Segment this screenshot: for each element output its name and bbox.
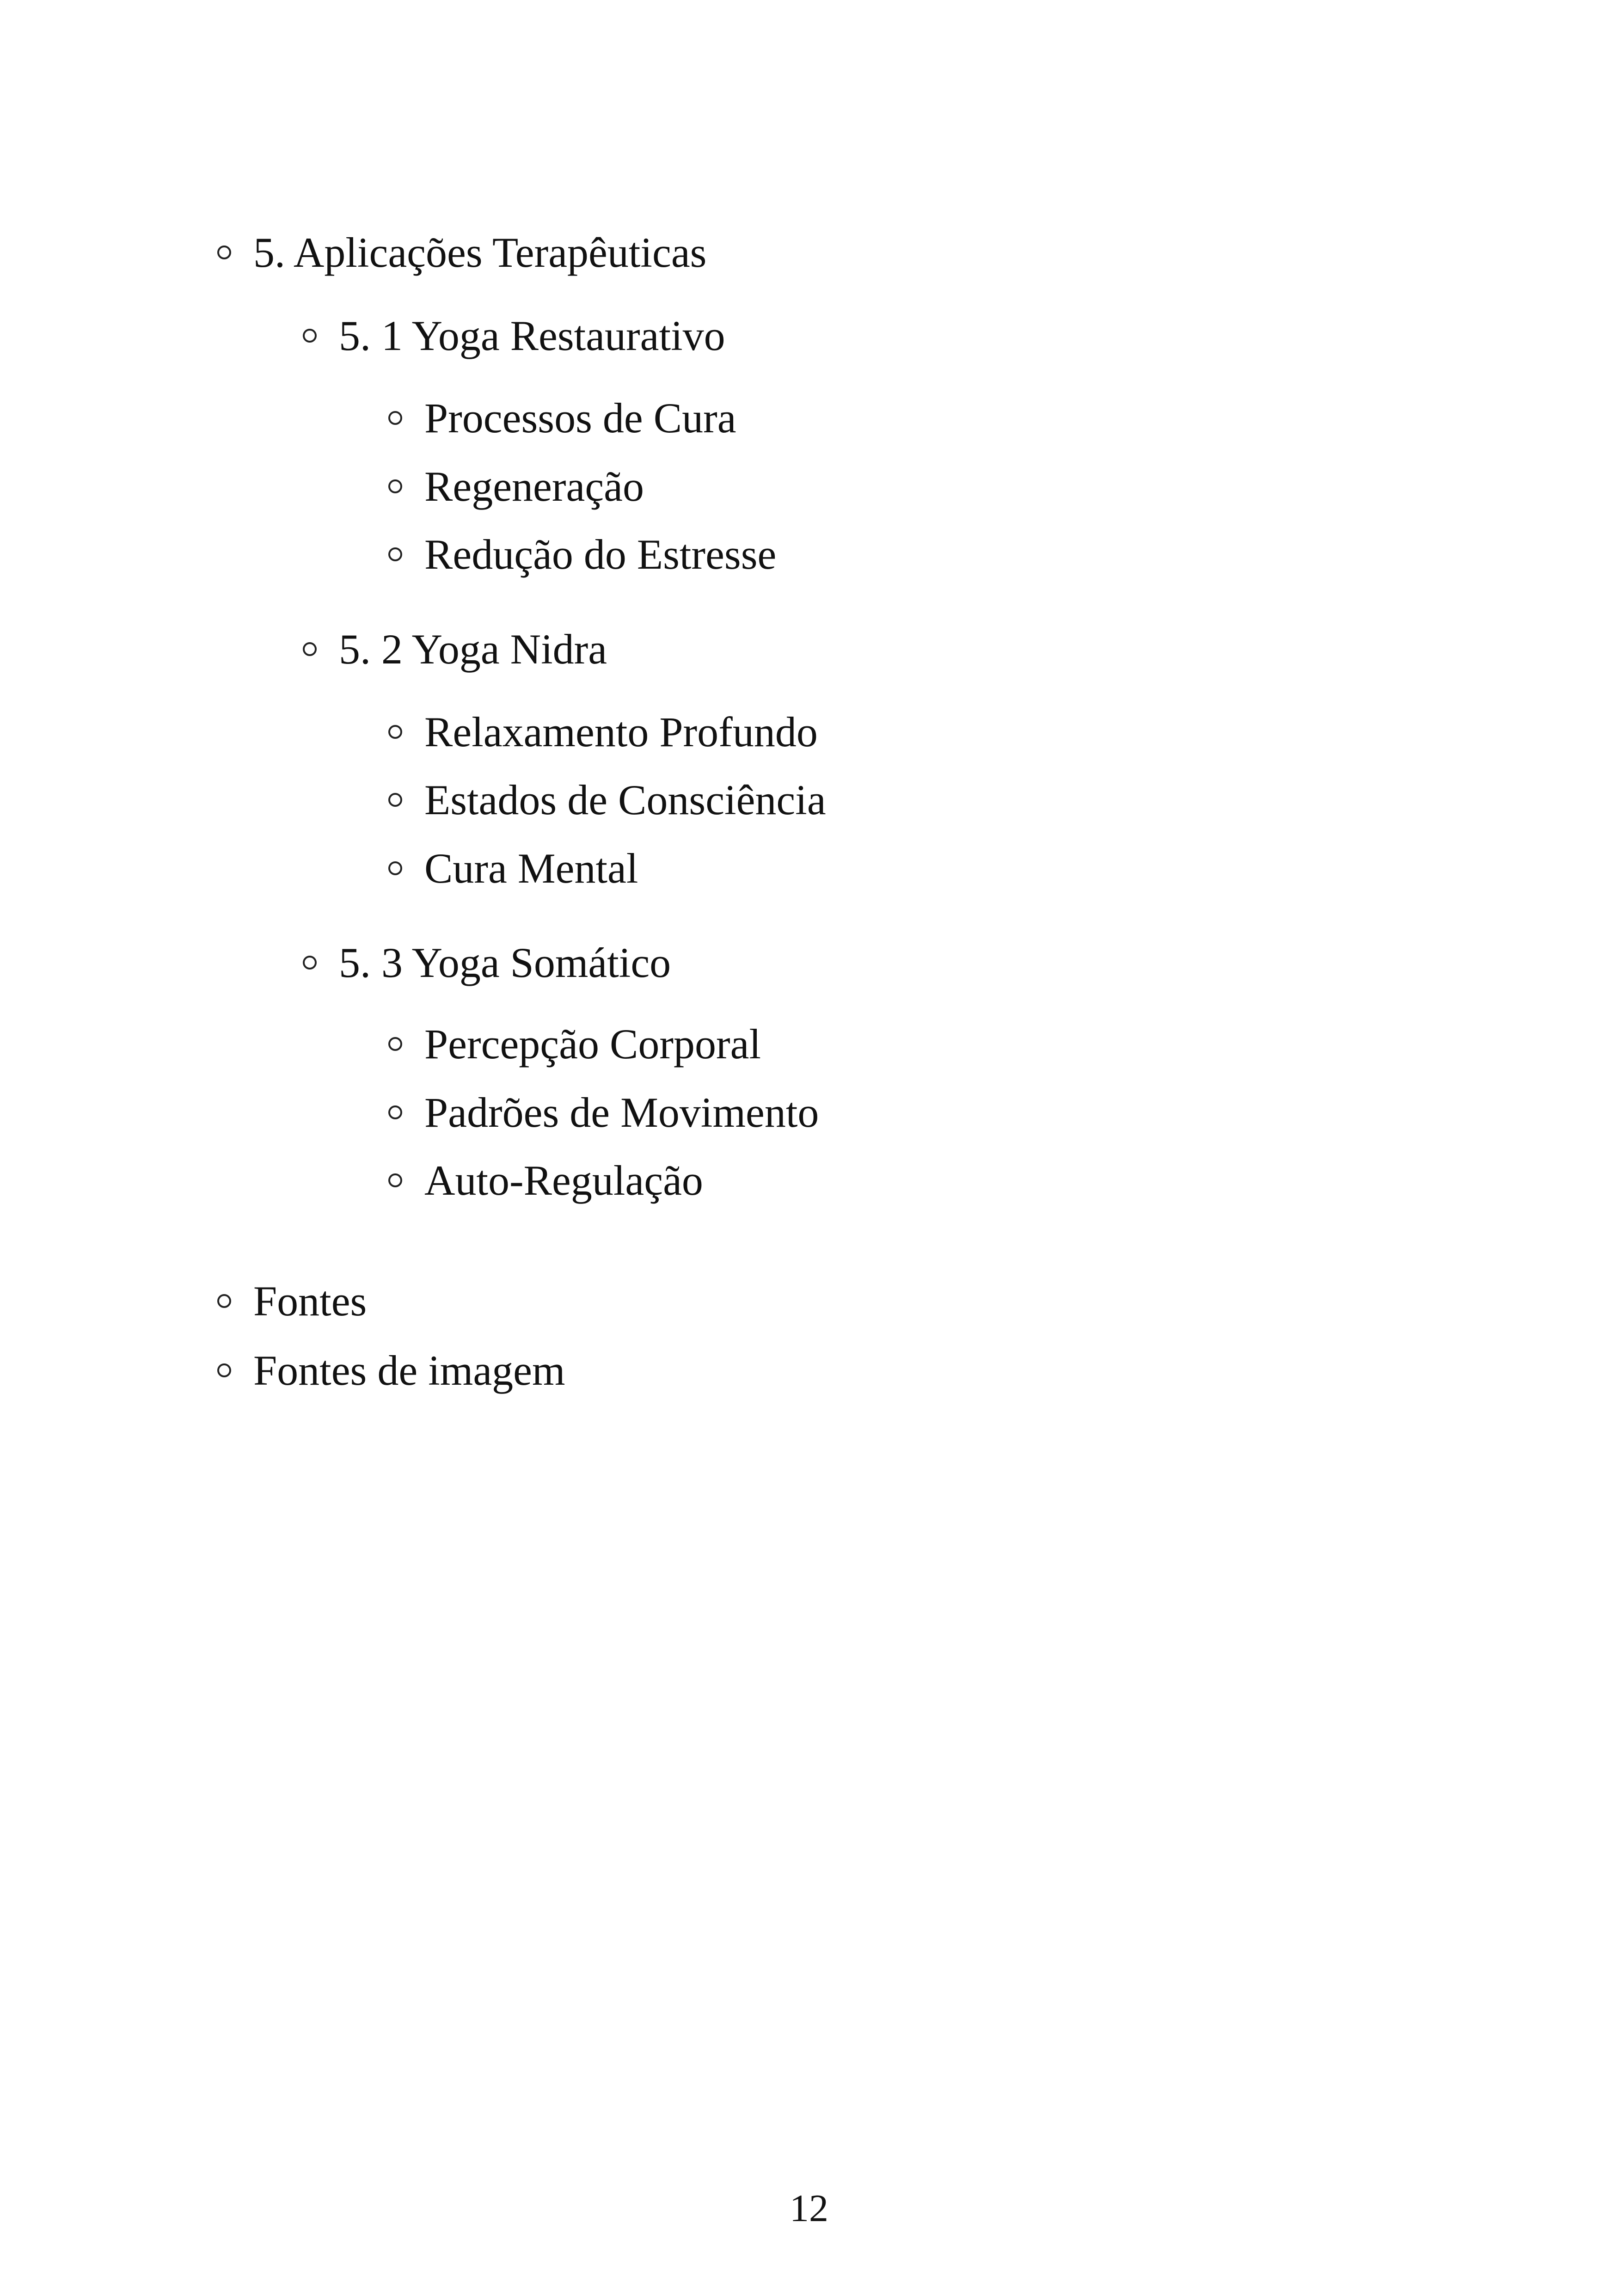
- outline-subsection: [303, 941, 671, 984]
- hollow-circle-icon: [388, 479, 402, 493]
- hollow-circle-icon: [388, 793, 402, 807]
- hollow-circle-icon: [217, 1363, 231, 1377]
- outline-subsection: [303, 626, 607, 673]
- item-label: Regeneração: [424, 463, 644, 510]
- extra-label: Fontes: [253, 1277, 367, 1325]
- hollow-circle-icon: [303, 329, 317, 343]
- outline-extra: [217, 1349, 565, 1392]
- item-label: Cura Mental: [424, 845, 638, 892]
- hollow-circle-icon: [388, 861, 402, 875]
- outline-item: [388, 1020, 761, 1068]
- hollow-circle-icon: [303, 956, 317, 970]
- outline-item: [388, 465, 644, 508]
- outline-subsection: [303, 314, 725, 357]
- outline-item: [388, 776, 826, 823]
- hollow-circle-icon: [388, 411, 402, 425]
- hollow-circle-icon: [388, 1037, 402, 1051]
- subsection-title: 5. 3 Yoga Somático: [339, 939, 671, 986]
- hollow-circle-icon: [388, 547, 402, 561]
- outline-item: [388, 847, 638, 890]
- hollow-circle-icon: [388, 1173, 402, 1187]
- outline-item: [388, 394, 736, 442]
- outline-item: [388, 1159, 703, 1202]
- page-number: 12: [790, 2187, 828, 2230]
- extra-label: Fontes de imagem: [253, 1347, 565, 1394]
- outline-item: [388, 708, 818, 755]
- outline-extra: [217, 1277, 367, 1325]
- hollow-circle-icon: [388, 1105, 402, 1119]
- outline-item: [388, 1091, 819, 1134]
- item-label: Percepção Corporal: [424, 1020, 761, 1068]
- item-label: Relaxamento Profundo: [424, 708, 818, 755]
- subsection-title: 5. 2 Yoga Nidra: [339, 626, 607, 673]
- item-label: Auto-Regulação: [424, 1157, 703, 1204]
- hollow-circle-icon: [303, 642, 317, 656]
- subsection-title: 5. 1 Yoga Restaurativo: [339, 312, 725, 359]
- hollow-circle-icon: [388, 725, 402, 739]
- outline-section: [217, 231, 706, 274]
- item-label: Padrões de Movimento: [424, 1089, 819, 1136]
- hollow-circle-icon: [217, 246, 231, 259]
- item-label: Redução do Estresse: [424, 531, 777, 578]
- outline-item: [388, 533, 776, 576]
- item-label: Estados de Consciência: [424, 776, 826, 823]
- section-title: 5. Aplicações Terapêuticas: [253, 229, 707, 276]
- hollow-circle-icon: [217, 1294, 231, 1308]
- item-label: Processos de Cura: [424, 394, 736, 442]
